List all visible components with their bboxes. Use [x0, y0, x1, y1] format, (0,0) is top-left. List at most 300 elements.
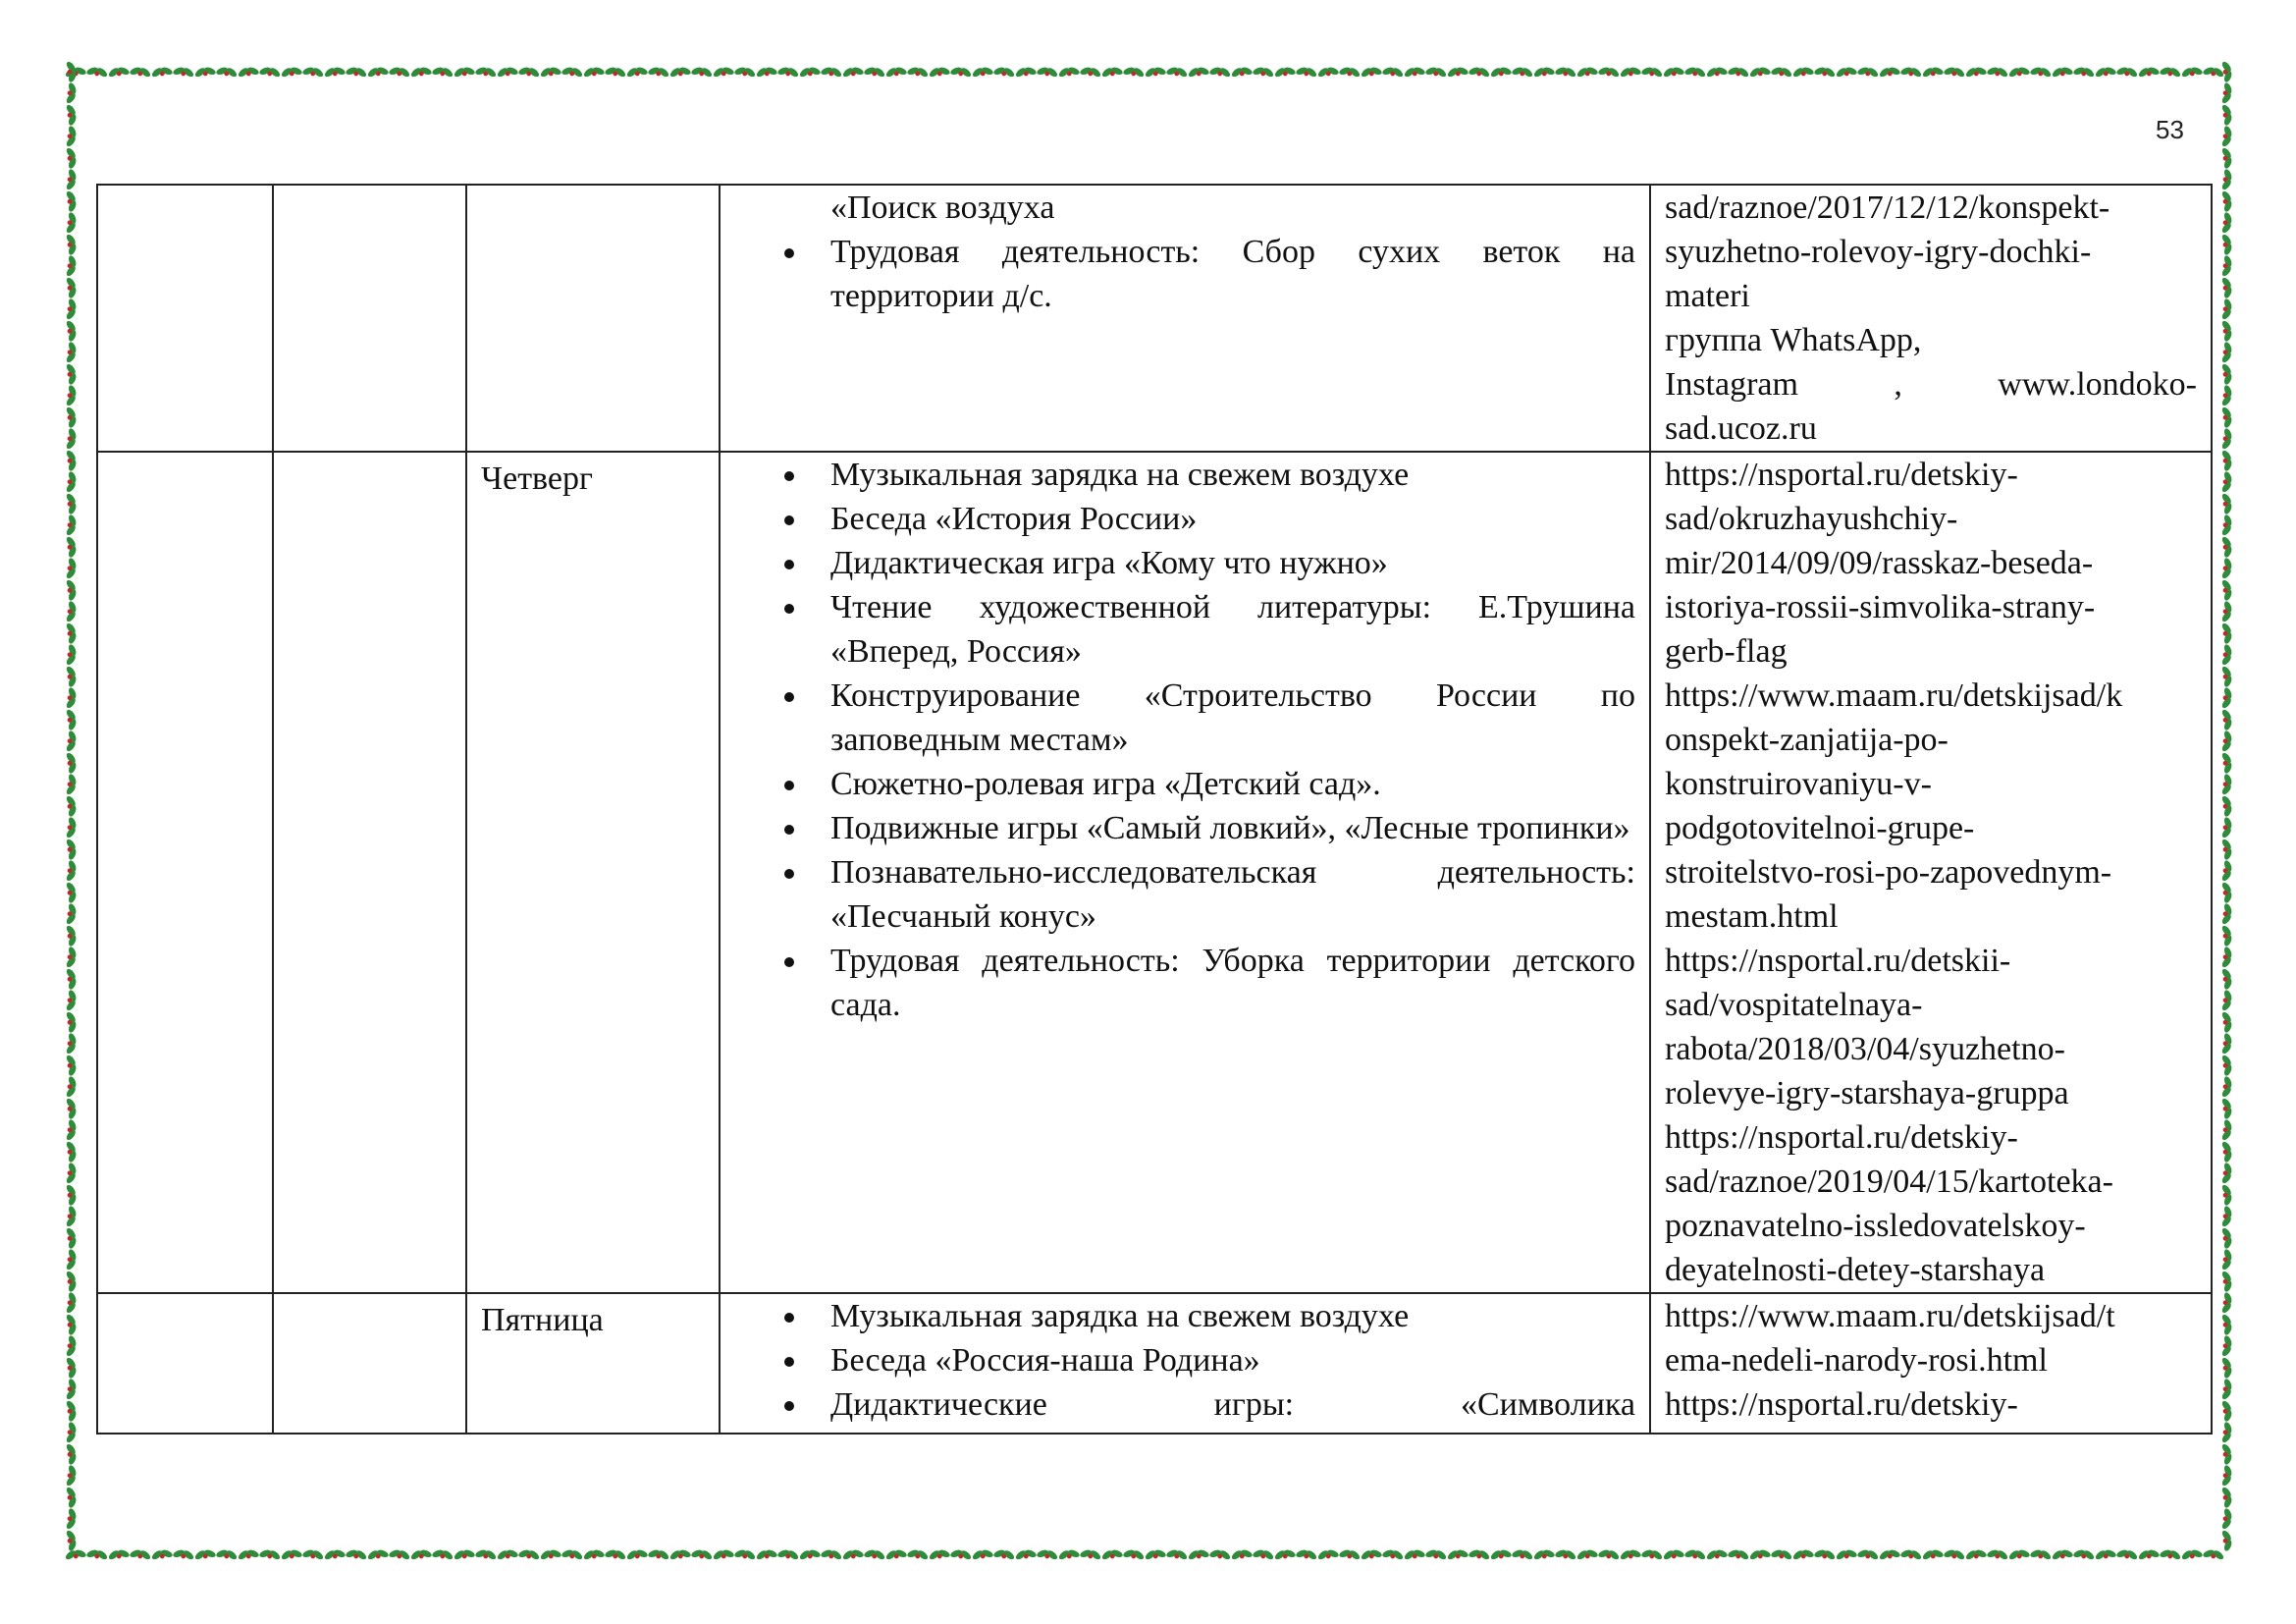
- holly-sprig-icon: [65, 838, 80, 862]
- holly-sprig-icon: [65, 61, 80, 83]
- holly-sprig-icon: [65, 1334, 80, 1359]
- holly-sprig-icon: [65, 578, 80, 603]
- holly-sprig-icon: [65, 449, 80, 473]
- activities-cell: [720, 452, 1650, 1293]
- holly-sprig-icon: [776, 65, 801, 80]
- holly-sprig-icon: [65, 1097, 80, 1121]
- holly-sprig-icon: [561, 1547, 585, 1562]
- holly-sprig-icon: [690, 65, 715, 80]
- list-item: Познавательно-исследовательская деятельность: «Песчаный конус»: [721, 850, 1635, 939]
- holly-sprig-icon: [65, 1075, 80, 1100]
- holly-sprig-icon: [2220, 1118, 2235, 1143]
- holly-sprig-icon: [1208, 1547, 1233, 1562]
- holly-sprig-icon: [193, 1547, 218, 1562]
- holly-sprig-icon: [2220, 406, 2235, 430]
- holly-sprig-icon: [65, 81, 80, 106]
- holly-sprig-icon: [1921, 65, 1946, 80]
- holly-sprig-icon: [2220, 125, 2235, 149]
- holly-sprig-icon: [1100, 65, 1125, 80]
- holly-sprig-icon: [1748, 1547, 1773, 1562]
- holly-sprig-icon: [65, 1205, 80, 1229]
- holly-sprig-icon: [193, 65, 218, 80]
- holly-sprig-icon: [65, 233, 80, 257]
- holly-sprig-icon: [1144, 1547, 1168, 1562]
- holly-sprig-icon: [1770, 1547, 1794, 1562]
- reference-line: https://www.maam.ru/detskijsad/k: [1665, 677, 2123, 714]
- holly-sprig-icon: [2220, 427, 2235, 452]
- activity-plan-table: [96, 184, 2213, 1435]
- holly-sprig-icon: [2220, 1313, 2235, 1337]
- holly-sprig-icon: [733, 1547, 758, 1562]
- holly-sprig-icon: [65, 341, 80, 365]
- holly-sprig-icon: [2029, 65, 2054, 80]
- holly-sprig-icon: [1316, 1547, 1341, 1562]
- holly-sprig-icon: [2220, 924, 2235, 948]
- empty-cell: [273, 185, 466, 452]
- holly-sprig-icon: [1489, 1547, 1514, 1562]
- reference-line: podgotovitelnoi-grupe-: [1665, 810, 1975, 846]
- holly-sprig-icon: [712, 65, 736, 80]
- holly-sprig-icon: [1705, 65, 1730, 80]
- holly-sprig-icon: [1424, 1547, 1449, 1562]
- holly-sprig-icon: [474, 1547, 499, 1562]
- holly-sprig-icon: [1252, 1547, 1276, 1562]
- day-cell: Пятница: [466, 1293, 720, 1434]
- holly-sprig-icon: [388, 1547, 412, 1562]
- list-item: Чтение художественной литературы: Е.Трушина «Вперед, Россия»: [721, 585, 1635, 674]
- holly-sprig-icon: [1187, 1547, 1211, 1562]
- holly-sprig-icon: [906, 65, 931, 80]
- holly-sprig-icon: [409, 1547, 434, 1562]
- holly-sprig-icon: [2115, 1547, 2140, 1562]
- holly-sprig-icon: [1122, 65, 1147, 80]
- page-number: 53: [2156, 115, 2184, 144]
- holly-sprig-icon: [1943, 65, 1967, 80]
- holly-sprig-icon: [2220, 794, 2235, 819]
- holly-sprig-icon: [1662, 1547, 1686, 1562]
- holly-sprig-icon: [1079, 65, 1103, 80]
- holly-sprig-icon: [65, 643, 80, 668]
- holly-sprig-icon: [2220, 578, 2235, 603]
- holly-sprig-icon: [65, 514, 80, 538]
- holly-sprig-icon: [2137, 65, 2162, 80]
- holly-sprig-icon: [1468, 1547, 1492, 1562]
- holly-sprig-icon: [2094, 1547, 2118, 1562]
- holly-sprig-icon: [798, 1547, 823, 1562]
- holly-sprig-icon: [2220, 1442, 2235, 1467]
- holly-sprig-icon: [1640, 65, 1665, 80]
- holly-sprig-icon: [65, 881, 80, 905]
- holly-sprig-icon: [820, 1547, 844, 1562]
- list-item: Беседа «История России»: [721, 497, 1635, 541]
- holly-sprig-icon: [2220, 535, 2235, 560]
- list-item: Музыкальная зарядка на свежем воздухе: [721, 453, 1635, 497]
- holly-sprig-icon: [65, 665, 80, 689]
- holly-sprig-icon: [2220, 1097, 2235, 1121]
- list-item: Конструирование «Строительство России по заповедным местам»: [721, 674, 1635, 762]
- holly-sprig-icon: [863, 1547, 887, 1562]
- holly-sprig-icon: [65, 492, 80, 516]
- holly-sprig-icon: [2220, 989, 2235, 1013]
- holly-sprig-icon: [65, 816, 80, 840]
- holly-sprig-icon: [65, 1442, 80, 1467]
- activities-list: [721, 453, 1635, 1027]
- holly-sprig-icon: [150, 1547, 175, 1562]
- holly-sprig-icon: [85, 1547, 110, 1562]
- activities-list: [721, 186, 1635, 318]
- holly-sprig-icon: [215, 65, 240, 80]
- holly-sprig-icon: [1791, 1547, 1816, 1562]
- holly-sprig-icon: [2220, 859, 2235, 884]
- holly-sprig-icon: [1791, 65, 1816, 80]
- reference-line: gerb-flag: [1665, 633, 1788, 670]
- empty-cell: [97, 185, 273, 452]
- holly-sprig-icon: [65, 298, 80, 322]
- holly-sprig-icon: [129, 65, 153, 80]
- holly-sprig-icon: [2220, 470, 2235, 495]
- holly-sprig-icon: [668, 65, 693, 80]
- holly-sprig-icon: [1057, 65, 1082, 80]
- holly-sprig-icon: [1813, 65, 1838, 80]
- holly-sprig-icon: [2220, 1183, 2235, 1208]
- holly-sprig-icon: [1835, 1547, 1859, 1562]
- holly-sprig-icon: [1036, 1547, 1060, 1562]
- reference-line: stroitelstvo-rosi-po-zapovednym-: [1665, 854, 2112, 891]
- holly-sprig-icon: [668, 1547, 693, 1562]
- holly-sprig-icon: [2220, 902, 2235, 927]
- holly-sprig-icon: [690, 1547, 715, 1562]
- holly-sprig-icon: [1770, 65, 1794, 80]
- reference-line: konstruirovaniyu-v-: [1665, 766, 1932, 802]
- holly-sprig-icon: [992, 1547, 1017, 1562]
- holly-sprig-icon: [1943, 1547, 1967, 1562]
- holly-sprig-icon: [1554, 65, 1578, 80]
- holly-sprig-icon: [1619, 65, 1643, 80]
- holly-sprig-icon: [971, 65, 995, 80]
- day-cell: [466, 185, 720, 452]
- holly-sprig-icon: [2220, 1399, 2235, 1424]
- list-item: Сюжетно-ролевая игра «Детский сад».: [721, 762, 1635, 806]
- holly-sprig-icon: [2220, 168, 2235, 192]
- holly-sprig-icon: [2220, 1248, 2235, 1272]
- holly-sprig-icon: [1878, 1547, 1902, 1562]
- holly-sprig-icon: [1079, 1547, 1103, 1562]
- holly-sprig-icon: [65, 1291, 80, 1316]
- list-item: Музыкальная зарядка на свежем воздухе: [721, 1294, 1635, 1338]
- table-row: [97, 452, 2212, 1293]
- holly-sprig-icon: [1964, 1547, 1989, 1562]
- table-row: [97, 185, 2212, 452]
- holly-sprig-icon: [215, 1547, 240, 1562]
- holly-sprig-icon: [1856, 65, 1881, 80]
- holly-sprig-icon: [65, 103, 80, 128]
- holly-sprig-icon: [2220, 708, 2235, 732]
- holly-sprig-icon: [1446, 65, 1470, 80]
- holly-sprig-icon: [2180, 65, 2205, 80]
- holly-sprig-icon: [539, 65, 563, 80]
- holly-sprig-icon: [2137, 1547, 2162, 1562]
- holly-sprig-icon: [237, 1547, 261, 1562]
- holly-sprig-icon: [1662, 65, 1686, 80]
- holly-sprig-icon: [1878, 65, 1902, 80]
- holly-sprig-icon: [2051, 65, 2075, 80]
- holly-sprig-icon: [453, 1547, 477, 1562]
- holly-sprig-icon: [1683, 1547, 1708, 1562]
- holly-sprig-icon: [65, 967, 80, 992]
- holly-sprig-icon: [1338, 65, 1362, 80]
- holly-sprig-icon: [2220, 1162, 2235, 1186]
- holly-sprig-icon: [2220, 557, 2235, 581]
- holly-sprig-icon: [65, 168, 80, 192]
- holly-sprig-icon: [2220, 946, 2235, 970]
- reference-line: sad.ucoz.ru: [1665, 410, 1817, 447]
- reference-line: sad/okruzhayushchiy-: [1665, 501, 1958, 537]
- holly-sprig-icon: [2115, 65, 2140, 80]
- holly-sprig-icon: [2180, 1547, 2205, 1562]
- reference-line: sad/raznoe/2019/04/15/kartoteka-: [1665, 1164, 2113, 1200]
- holly-sprig-icon: [2220, 1054, 2235, 1078]
- holly-sprig-icon: [1575, 1547, 1600, 1562]
- holly-sprig-icon: [65, 1399, 80, 1424]
- holly-sprig-icon: [841, 1547, 866, 1562]
- holly-sprig-icon: [841, 65, 866, 80]
- holly-sprig-icon: [65, 1183, 80, 1208]
- holly-sprig-icon: [1468, 65, 1492, 80]
- references-cell: [1650, 185, 2212, 452]
- holly-sprig-icon: [65, 254, 80, 279]
- holly-sprig-icon: [65, 1162, 80, 1186]
- holly-sprig-icon: [1446, 1547, 1470, 1562]
- reference-line: sad/vospitatelnaya-: [1665, 987, 1923, 1023]
- holly-sprig-icon: [2072, 1547, 2097, 1562]
- holly-sprig-icon: [1187, 65, 1211, 80]
- holly-sprig-icon: [2220, 189, 2235, 214]
- holly-sprig-icon: [2220, 838, 2235, 862]
- holly-sprig-icon: [65, 1356, 80, 1380]
- holly-sprig-icon: [129, 1547, 153, 1562]
- reference-line: Instagram , www.londoko-: [1665, 366, 2197, 403]
- holly-sprig-icon: [1338, 1547, 1362, 1562]
- holly-sprig-icon: [1100, 1547, 1125, 1562]
- holly-sprig-icon: [431, 65, 455, 80]
- holly-sprig-icon: [474, 65, 499, 80]
- holly-sprig-icon: [65, 1507, 80, 1532]
- holly-sprig-icon: [2220, 1421, 2235, 1445]
- holly-sprig-icon: [2220, 1270, 2235, 1294]
- holly-sprig-icon: [1230, 1547, 1255, 1562]
- holly-sprig-icon: [345, 1547, 369, 1562]
- holly-sprig-icon: [65, 924, 80, 948]
- holly-sprig-icon: [65, 427, 80, 452]
- holly-sprig-icon: [992, 65, 1017, 80]
- holly-sprig-icon: [1230, 65, 1255, 80]
- references-cell: [1650, 452, 2212, 1293]
- holly-sprig-icon: [2220, 1075, 2235, 1100]
- holly-sprig-icon: [1360, 65, 1384, 80]
- holly-sprig-icon: [582, 1547, 607, 1562]
- holly-sprig-icon: [65, 1248, 80, 1272]
- holly-sprig-icon: [107, 65, 132, 80]
- table-row: [97, 1293, 2212, 1434]
- holly-sprig-icon: [1856, 1547, 1881, 1562]
- holly-sprig-icon: [1489, 65, 1514, 80]
- holly-sprig-icon: [1208, 65, 1233, 80]
- holly-sprig-icon: [65, 859, 80, 884]
- holly-border-bottom: [65, 1543, 2234, 1565]
- holly-sprig-icon: [604, 65, 628, 80]
- holly-sprig-icon: [906, 1547, 931, 1562]
- holly-sprig-icon: [65, 946, 80, 970]
- list-item: Трудовая деятельность: Уборка территории детского сада.: [721, 939, 1635, 1027]
- reference-line: syuzhetno-rolevoy-igry-dochki-: [1665, 234, 2092, 270]
- holly-sprig-icon: [625, 65, 650, 80]
- holly-sprig-icon: [323, 65, 347, 80]
- holly-sprig-icon: [1532, 65, 1557, 80]
- empty-cell: [273, 1293, 466, 1434]
- holly-sprig-icon: [65, 535, 80, 560]
- holly-sprig-icon: [65, 773, 80, 797]
- holly-sprig-icon: [150, 65, 175, 80]
- holly-sprig-icon: [65, 730, 80, 754]
- holly-sprig-icon: [647, 65, 671, 80]
- holly-sprig-icon: [85, 65, 110, 80]
- holly-sprig-icon: [1360, 1547, 1384, 1562]
- holly-sprig-icon: [2220, 146, 2235, 171]
- list-item: Трудовая деятельность: Сбор сухих веток на территории д/с.: [721, 230, 1635, 318]
- holly-sprig-icon: [301, 1547, 326, 1562]
- reference-line: rabota/2018/03/04/syuzhetno-: [1665, 1031, 2065, 1067]
- holly-sprig-icon: [2051, 1547, 2075, 1562]
- holly-sprig-icon: [517, 1547, 542, 1562]
- holly-sprig-icon: [561, 65, 585, 80]
- holly-sprig-icon: [1727, 1547, 1751, 1562]
- holly-sprig-icon: [1057, 1547, 1082, 1562]
- holly-sprig-icon: [65, 125, 80, 149]
- holly-sprig-icon: [65, 1226, 80, 1251]
- holly-sprig-icon: [65, 362, 80, 387]
- holly-sprig-icon: [172, 65, 196, 80]
- holly-sprig-icon: [884, 65, 909, 80]
- reference-line: https://nsportal.ru/detskiy-: [1665, 457, 2018, 493]
- holly-sprig-icon: [1273, 65, 1298, 80]
- reference-line: onspekt-zanjatija-po-: [1665, 722, 1949, 758]
- activities-list: [721, 1294, 1635, 1427]
- holly-sprig-icon: [539, 1547, 563, 1562]
- holly-sprig-icon: [1921, 1547, 1946, 1562]
- holly-sprig-icon: [1165, 1547, 1190, 1562]
- holly-sprig-icon: [2220, 298, 2235, 322]
- holly-sprig-icon: [496, 1547, 520, 1562]
- reference-line: mir/2014/09/09/rasskaz-beseda-: [1665, 545, 2094, 581]
- holly-sprig-icon: [409, 65, 434, 80]
- holly-sprig-icon: [65, 1378, 80, 1402]
- holly-sprig-icon: [2220, 816, 2235, 840]
- holly-sprig-icon: [625, 1547, 650, 1562]
- holly-sprig-icon: [2220, 1529, 2235, 1553]
- holly-sprig-icon: [65, 319, 80, 344]
- holly-sprig-icon: [2220, 665, 2235, 689]
- holly-sprig-icon: [65, 470, 80, 495]
- holly-sprig-icon: [2220, 1010, 2235, 1035]
- holly-sprig-icon: [2220, 492, 2235, 516]
- holly-sprig-icon: [2220, 600, 2235, 624]
- holly-sprig-icon: [431, 1547, 455, 1562]
- activities-cell: [720, 1293, 1650, 1434]
- holly-sprig-icon: [1597, 1547, 1622, 1562]
- holly-sprig-icon: [2220, 686, 2235, 711]
- holly-sprig-icon: [1252, 65, 1276, 80]
- holly-sprig-icon: [2159, 1547, 2183, 1562]
- holly-sprig-icon: [712, 1547, 736, 1562]
- reference-line: https://nsportal.ru/detskiy-: [1665, 1119, 2018, 1156]
- holly-sprig-icon: [1403, 1547, 1427, 1562]
- day-cell: Четверг: [466, 452, 720, 1293]
- holly-sprig-icon: [949, 1547, 974, 1562]
- holly-sprig-icon: [647, 1547, 671, 1562]
- holly-sprig-icon: [1705, 1547, 1730, 1562]
- holly-sprig-icon: [2220, 514, 2235, 538]
- holly-sprig-icon: [2220, 384, 2235, 408]
- list-item: Подвижные игры «Самый ловкий», «Лесные тропинки»: [721, 806, 1635, 850]
- holly-sprig-icon: [107, 1547, 132, 1562]
- holly-sprig-icon: [2220, 341, 2235, 365]
- holly-sprig-icon: [65, 1270, 80, 1294]
- holly-border-right: [2216, 61, 2238, 1565]
- holly-sprig-icon: [65, 622, 80, 646]
- reference-line: poznavatelno-issledovatelskoy-: [1665, 1208, 2086, 1244]
- holly-sprig-icon: [2220, 61, 2235, 83]
- holly-sprig-icon: [65, 1140, 80, 1164]
- holly-sprig-icon: [1835, 65, 1859, 80]
- empty-cell: [273, 452, 466, 1293]
- holly-sprig-icon: [2220, 1378, 2235, 1402]
- holly-sprig-icon: [971, 1547, 995, 1562]
- reference-line: mestam.html: [1665, 898, 1839, 935]
- holly-sprig-icon: [1165, 65, 1190, 80]
- holly-sprig-icon: [1036, 65, 1060, 80]
- holly-sprig-icon: [2220, 1356, 2235, 1380]
- list-item: Дидактические игры: «Символика: [721, 1382, 1635, 1427]
- holly-sprig-icon: [65, 189, 80, 214]
- holly-sprig-icon: [65, 794, 80, 819]
- holly-sprig-icon: [582, 65, 607, 80]
- reference-line: https://nsportal.ru/detskii-: [1665, 943, 2011, 979]
- holly-sprig-icon: [280, 65, 304, 80]
- holly-sprig-icon: [65, 1010, 80, 1035]
- holly-sprig-icon: [65, 406, 80, 430]
- holly-sprig-icon: [2007, 1547, 2032, 1562]
- holly-sprig-icon: [388, 65, 412, 80]
- reference-line: rolevye-igry-starshaya-gruppa: [1665, 1075, 2069, 1111]
- holly-sprig-icon: [2220, 773, 2235, 797]
- holly-sprig-icon: [1511, 65, 1535, 80]
- holly-sprig-icon: [1295, 1547, 1319, 1562]
- list-item: Дидактическая игра «Кому что нужно»: [721, 541, 1635, 585]
- holly-sprig-icon: [2220, 1205, 2235, 1229]
- holly-sprig-icon: [1619, 1547, 1643, 1562]
- holly-sprig-icon: [2220, 1486, 2235, 1510]
- holly-sprig-icon: [2220, 233, 2235, 257]
- holly-sprig-icon: [2220, 449, 2235, 473]
- holly-sprig-icon: [2220, 1226, 2235, 1251]
- holly-sprig-icon: [2072, 65, 2097, 80]
- holly-sprig-icon: [65, 557, 80, 581]
- reference-line: ema-nedeli-narody-rosi.html: [1665, 1342, 2048, 1379]
- holly-sprig-icon: [2159, 65, 2183, 80]
- holly-sprig-icon: [2220, 967, 2235, 992]
- holly-sprig-icon: [1899, 65, 1924, 80]
- holly-sprig-icon: [1986, 65, 2010, 80]
